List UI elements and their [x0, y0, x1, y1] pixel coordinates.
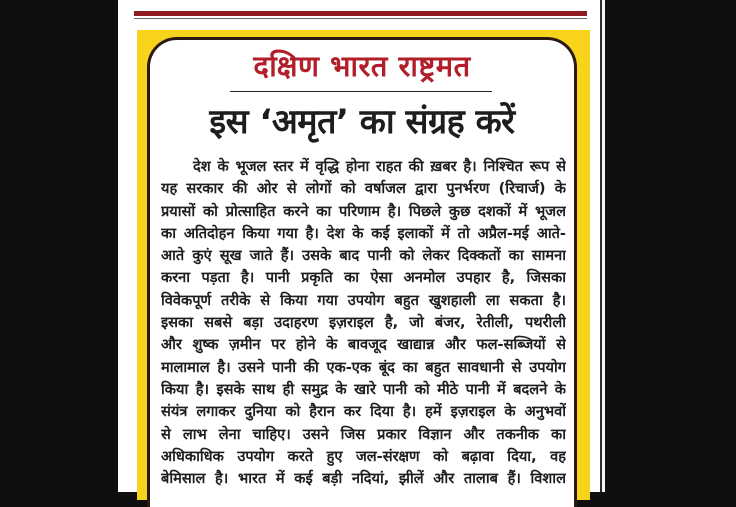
editorial-body [161, 156, 566, 490]
body-line: से लाभ लेना चाहिए। उसने जिस प्रकार विज्ञान और तकनीक का [161, 425, 566, 443]
page-gap [602, 0, 605, 492]
body-line: विवेकपूर्ण तरीके से किया गया उपयोग बहुत खुशहाली ला सकता है। [161, 291, 566, 309]
header-rule-thin [134, 18, 587, 19]
editorial-panel [147, 37, 577, 507]
body-line: करना पड़ता है। पानी प्रकृति का ऐसा अनमोल उपहार है, जिसका [161, 269, 566, 287]
body-line: बेमिसाल है। भारत में कई बड़ी नदियां, झीलें और तालाब हैं। विशाल [161, 470, 566, 488]
body-line: मालामाल है। उसने पानी की एक-एक बूंद का बहुत सावधानी से उपयोग [161, 358, 566, 376]
body-line: आते कुएं सूख जाते हैं। उसके बाद पानी को लेकर दिक्कतों का सामना [161, 247, 566, 265]
body-line: किया है। इसके साथ ही समुद्र के खारे पानी को मीठे पानी में बदलने के [161, 380, 566, 398]
body-line: यह सरकार की ओर से लोगों को वर्षाजल द्वारा पुनर्भरण (रिचार्ज) के [161, 180, 566, 198]
body-line: इसका सबसे बड़ा उदाहरण इज़राइल है, जो बंजर, रेतीली, पथरीली [161, 314, 566, 332]
header-rule-thick [134, 11, 587, 16]
body-line: संयंत्र लगाकर दुनिया को हैरान कर दिया है। हमें इज़राइल के अनुभवों [161, 403, 566, 421]
masthead-title: दक्षिण भारत राष्ट्रमत [253, 49, 471, 83]
body-line: अधिकाधिक उपयोग करते हुए जल-संरक्षण को बढ़ावा दिया, वह [161, 447, 566, 465]
body-line: का अतिदोहन किया गया है। देश के कई इलाकों में तो अप्रैल-मई आते- [161, 224, 566, 242]
body-line: प्रयासों को प्रोत्साहित करने का परिणाम है। पिछले कुछ दशकों में भूजल [161, 202, 566, 220]
editorial-headline: इस ‘अमृत’ का संग्रह करें [209, 102, 515, 142]
body-line: देश के भूजल स्तर में वृद्धि होना राहत की ख़बर है। निश्चित रूप से [193, 158, 566, 175]
body-line: और शुष्क ज़मीन पर होने के बावजूद खाद्यान्न और फल-सब्जियों से [161, 336, 566, 354]
masthead-underline [230, 91, 492, 92]
